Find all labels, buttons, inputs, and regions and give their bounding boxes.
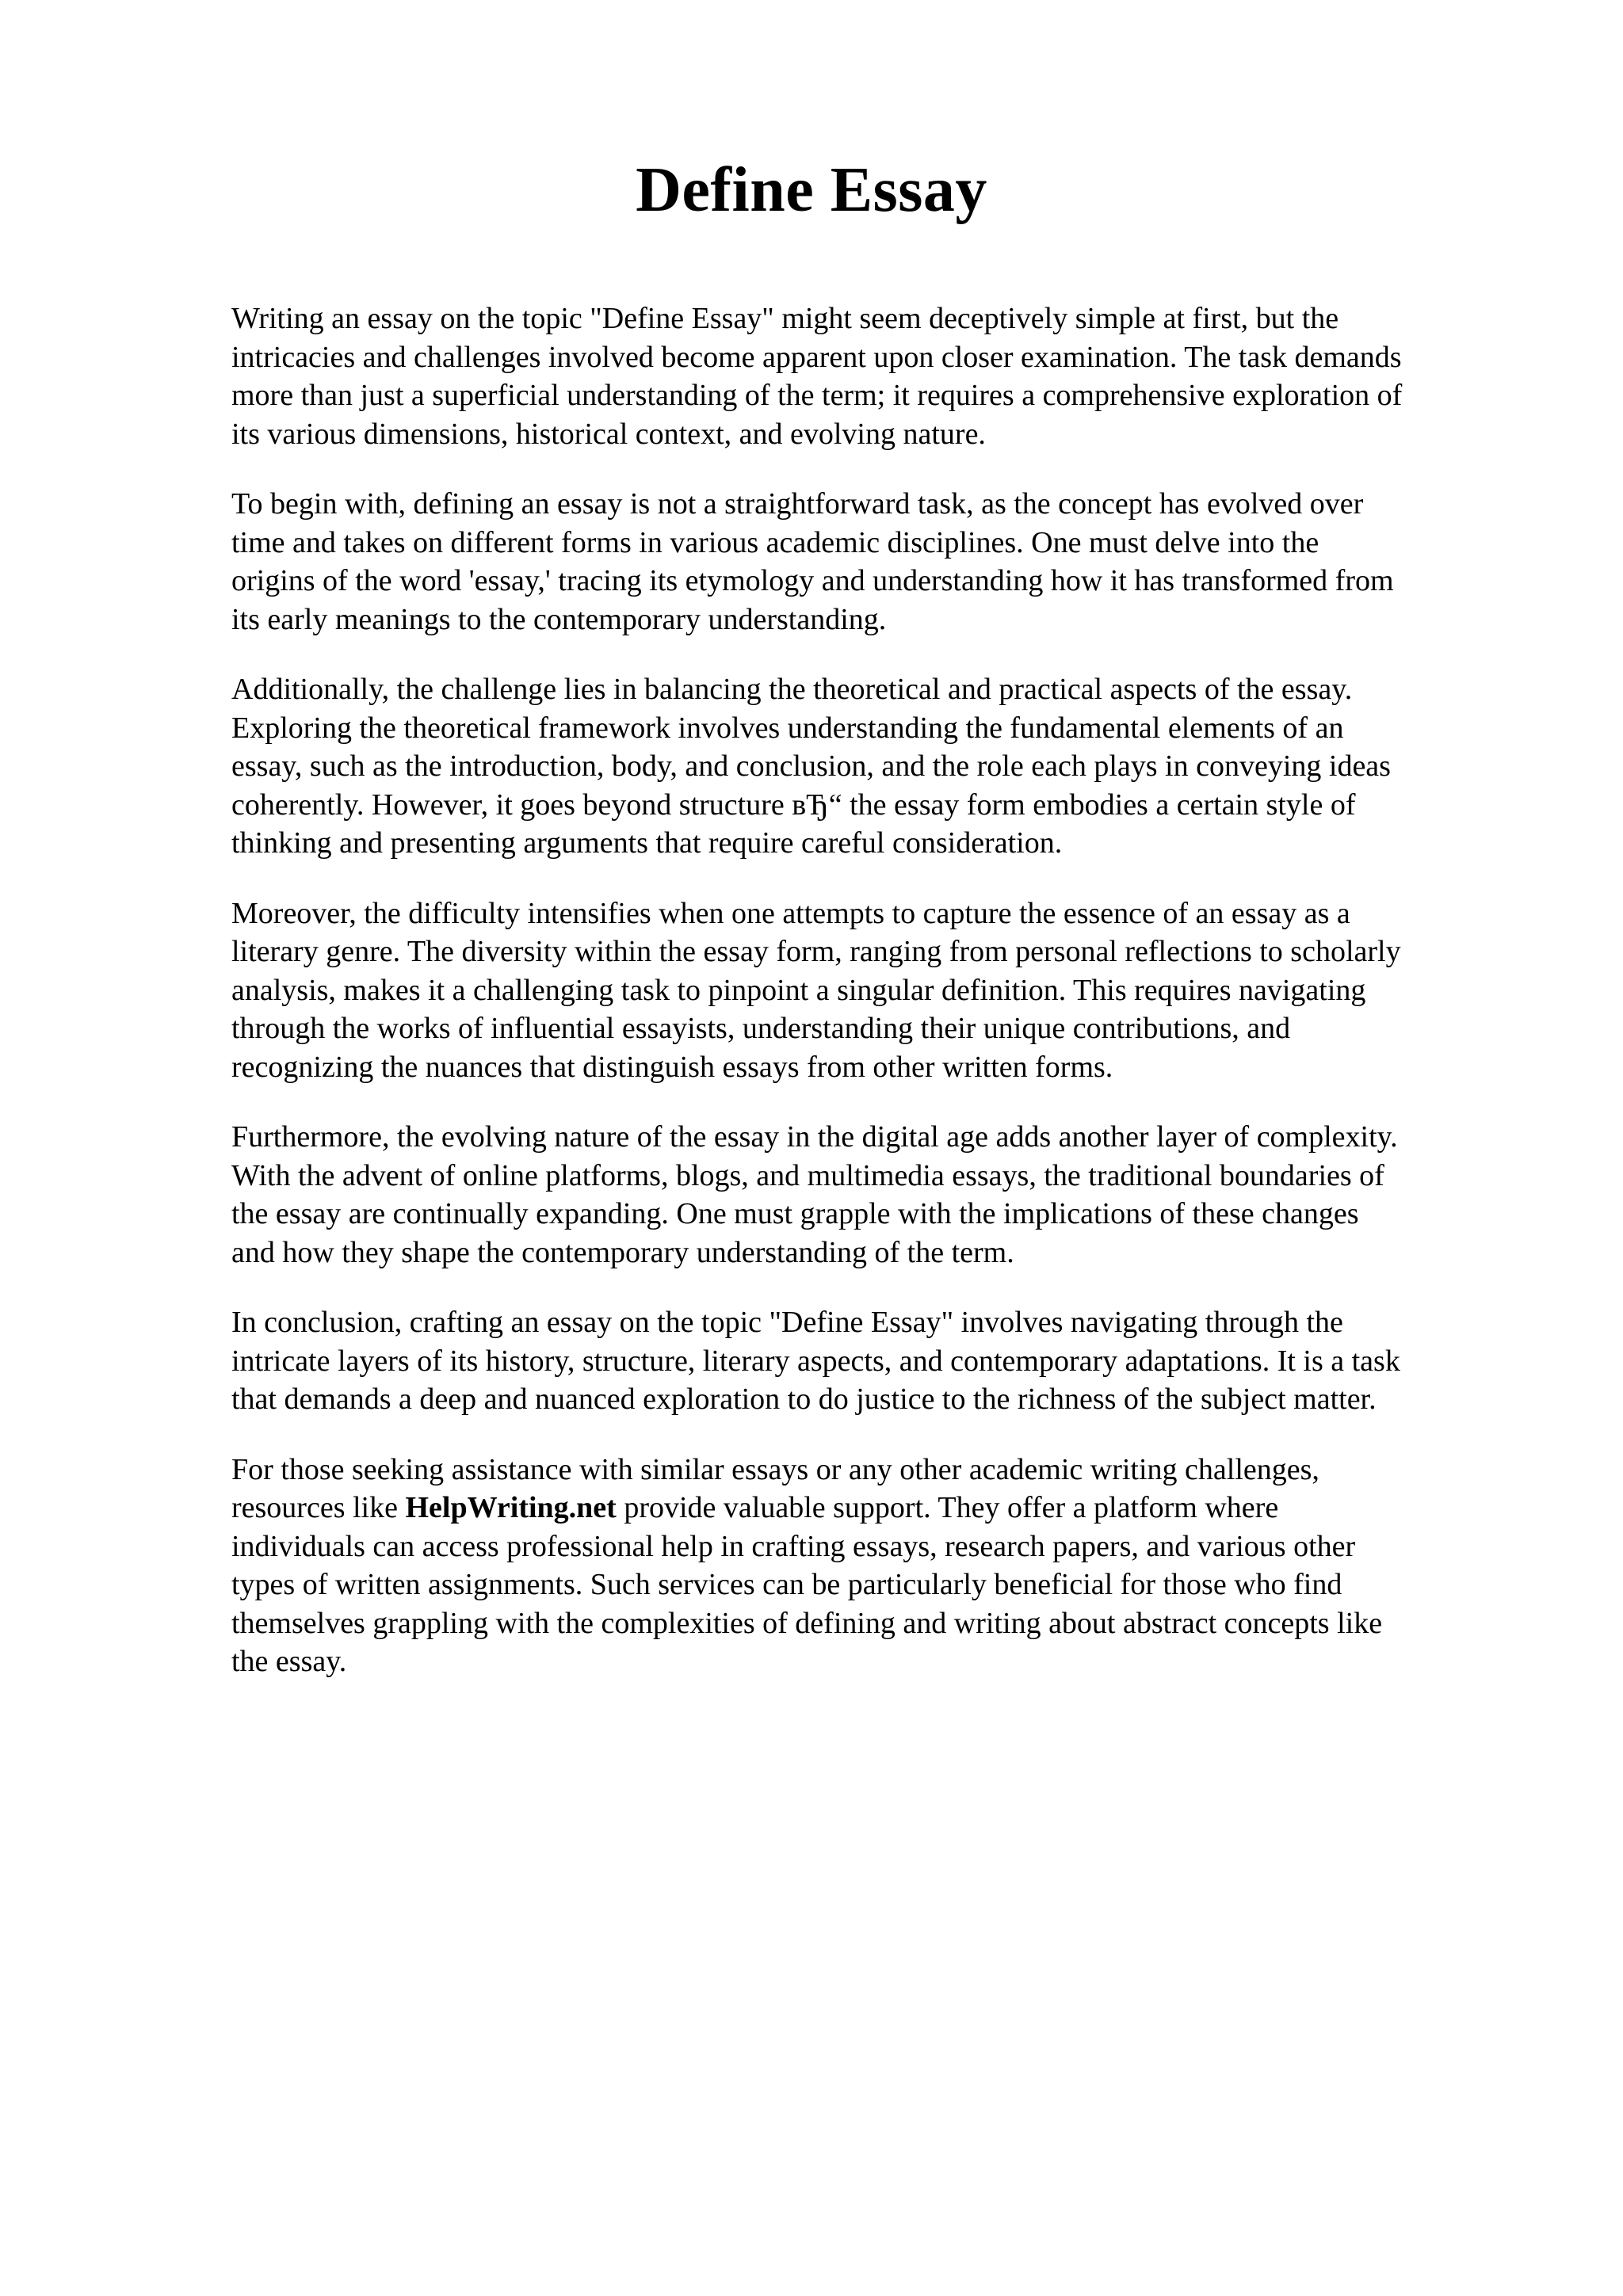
text-line: thinking and presenting arguments that require careful consideration. (231, 826, 1063, 860)
text-line: individuals can access professional help in crafting essays, research papers, and various other (231, 1529, 1356, 1563)
text-line: and how they shape the contemporary understanding of the term. (231, 1235, 1014, 1269)
text-line: the essay. (231, 1645, 347, 1678)
text-line: Moreover, the difficulty intensifies when one attempts to capture the essence of an essay as a (231, 896, 1350, 930)
text-line: With the advent of online platforms, blogs, and multimedia essays, the traditional boundaries of (231, 1158, 1384, 1192)
text-line: that demands a deep and nuanced exploration to do justice to the richness of the subject matter. (231, 1383, 1377, 1416)
text-line: Furthermore, the evolving nature of the essay in the digital age adds another layer of complexity. (231, 1120, 1398, 1154)
text-line: the essay are continually expanding. One must grapple with the implications of these changes (231, 1197, 1359, 1230)
text-line: Exploring the theoretical framework involves understanding the fundamental elements of an (231, 711, 1344, 745)
paragraph (231, 1303, 1525, 1419)
text-line: For those seeking assistance with similar essays or any other academic writing challenges, (231, 1452, 1319, 1486)
text-line: Additionally, the challenge lies in balancing the theoretical and practical aspects of the essay. (231, 673, 1353, 706)
paragraph (231, 485, 1525, 639)
text-fragment: provide valuable support. They offer a platform where (616, 1491, 1279, 1524)
text-line: To begin with, defining an essay is not a straightforward task, as the concept has evolved over (231, 487, 1364, 521)
closing-paragraph (231, 1451, 1525, 1681)
paragraph (231, 299, 1525, 453)
text-line: intricate layers of its history, structure, literary aspects, and contemporary adaptations. It is a task (231, 1344, 1400, 1378)
paragraph (231, 670, 1525, 863)
text-line: analysis, makes it a challenging task to pinpoint a singular definition. This requires navigating (231, 973, 1366, 1007)
text-line: its early meanings to the contemporary understanding. (231, 602, 887, 636)
page-title: Define Essay (636, 155, 987, 225)
text-line: types of written assignments. Such services can be particularly beneficial for those who find (231, 1568, 1342, 1601)
text-line (231, 1489, 1525, 1527)
text-line: literary genre. The diversity within the essay form, ranging from personal reflections to scholarly (231, 935, 1401, 968)
text-line: its various dimensions, historical context, and evolving nature. (231, 417, 986, 451)
text-line: time and takes on different forms in various academic disciplines. One must delve into the (231, 525, 1319, 559)
text-line: intricacies and challenges involved become apparent upon closer examination. The task demands (231, 340, 1402, 374)
helpwriting-brand-name: HelpWriting.net (405, 1491, 617, 1524)
paragraph (231, 1118, 1525, 1272)
text-line: essay, such as the introduction, body, and conclusion, and the role each plays in conveying ideas (231, 749, 1391, 783)
text-line: more than just a superficial understanding of the term; it requires a comprehensive exploration of (231, 379, 1403, 412)
text-line: In conclusion, crafting an essay on the topic "Define Essay" involves navigating through the (231, 1306, 1343, 1339)
text-line: coherently. However, it goes beyond structure вЂ“ the essay form embodies a certain style of (231, 788, 1356, 822)
text-fragment: resources like (231, 1491, 406, 1524)
paragraph (231, 894, 1525, 1087)
text-line: through the works of influential essayists, understanding their unique contributions, and (231, 1012, 1291, 1045)
text-line: origins of the word 'essay,' tracing its etymology and understanding how it has transformed from (231, 564, 1394, 597)
essay-body (231, 299, 1525, 1713)
text-line: recognizing the nuances that distinguish essays from other written forms. (231, 1050, 1113, 1084)
text-line: Writing an essay on the topic "Define Essay" might seem deceptively simple at first, but the (231, 302, 1339, 335)
text-line: themselves grappling with the complexities of defining and writing about abstract concepts like (231, 1606, 1383, 1640)
